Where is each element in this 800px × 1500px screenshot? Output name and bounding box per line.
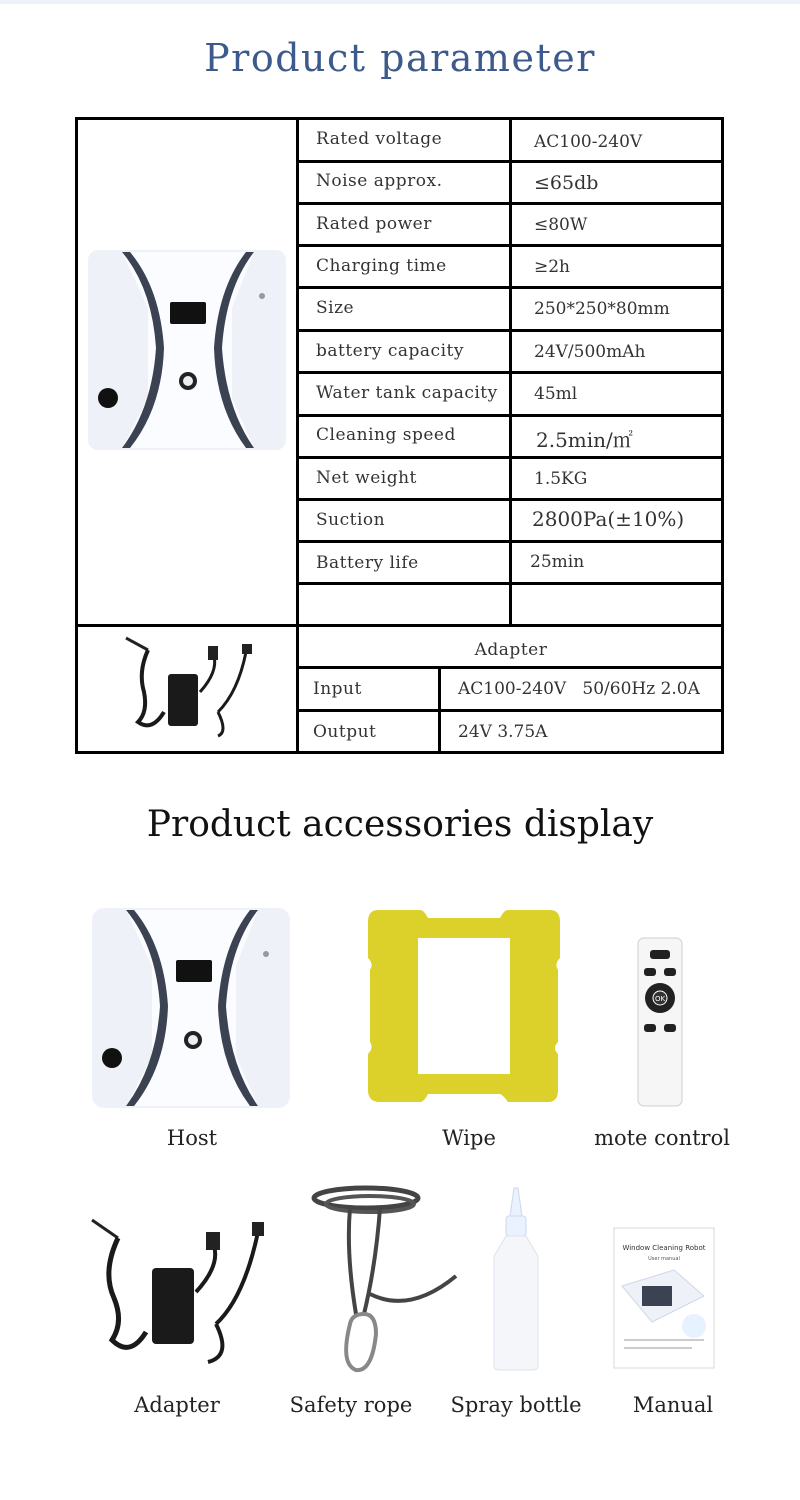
row-divider	[296, 371, 724, 374]
row-divider	[296, 582, 724, 585]
top-border	[0, 0, 800, 4]
manual-image	[612, 1226, 716, 1370]
adapter-output-label: Output	[313, 722, 377, 742]
row-divider	[296, 540, 724, 543]
spec-label: Size	[316, 298, 355, 318]
accessory-label-wipe: Wipe	[442, 1126, 496, 1150]
manual-cover-subtitle: User manual	[648, 1256, 680, 1262]
spec-label: Cleaning speed	[316, 425, 456, 445]
accessory-label-adapter: Adapter	[134, 1393, 220, 1417]
spec-value: 2.5min/㎡	[536, 428, 633, 452]
adapter-title: Adapter	[474, 640, 548, 660]
adapter-output-value: 24V 3.75A	[458, 722, 548, 742]
spec-label: Rated voltage	[316, 129, 443, 149]
adapter-accessory-image	[88, 1212, 268, 1368]
spec-label: battery capacity	[316, 341, 464, 361]
manual-cover-title: Window Cleaning Robot	[622, 1244, 706, 1252]
spec-label: Charging time	[316, 256, 447, 276]
accessory-label-spray-bottle: Spray bottle	[450, 1393, 582, 1417]
row-divider	[296, 498, 724, 501]
row-divider	[296, 456, 724, 459]
spec-label: Battery life	[316, 553, 419, 573]
accessory-label-host: Host	[166, 1126, 218, 1150]
spec-label: Suction	[316, 510, 386, 530]
adapter-input-label: Input	[313, 679, 362, 699]
spec-label: Water tank capacity	[316, 383, 498, 403]
row-divider	[296, 244, 724, 247]
spec-value: ≤80W	[534, 215, 588, 235]
remote-ok-text: OK	[654, 995, 666, 1003]
section-title-parameters: Product parameter	[204, 36, 596, 80]
accessory-label-safety-rope: Safety rope	[289, 1393, 413, 1417]
spec-value: 2800Pa(±10%)	[532, 507, 685, 531]
wipe-image	[364, 906, 564, 1106]
row-divider	[75, 624, 724, 627]
row-divider	[296, 160, 724, 163]
section-title-accessories: Product accessories display	[146, 804, 654, 845]
safety-rope-image	[310, 1184, 460, 1374]
robot-image	[86, 248, 288, 453]
accessory-label-manual: Manual	[632, 1393, 714, 1417]
spec-label: Noise approx.	[316, 171, 443, 191]
spec-value: ≥2h	[534, 257, 571, 277]
accessory-label-remote: mote control	[594, 1126, 730, 1150]
spec-value: 45ml	[534, 384, 578, 404]
spec-label: Net weight	[316, 468, 417, 488]
row-divider	[296, 709, 724, 712]
spec-value: 25min	[530, 552, 585, 572]
spec-value: 1.5KG	[534, 469, 588, 489]
row-divider	[296, 329, 724, 332]
host-image	[90, 906, 292, 1111]
spray-bottle-image	[488, 1186, 544, 1372]
spec-label: Rated power	[316, 214, 432, 234]
row-divider	[296, 414, 724, 417]
row-divider	[296, 666, 724, 669]
spec-value: 250*250*80mm	[534, 299, 670, 319]
spec-value: AC100-240V	[534, 132, 643, 152]
row-divider	[296, 202, 724, 205]
adapter-input-value: AC100-240V 50/60Hz 2.0A	[458, 679, 700, 699]
row-divider	[296, 286, 724, 289]
adapter-image	[118, 632, 258, 740]
spec-value: ≤65db	[534, 172, 599, 194]
remote-control-image	[636, 936, 684, 1108]
spec-value: 24V/500mAh	[534, 342, 646, 362]
